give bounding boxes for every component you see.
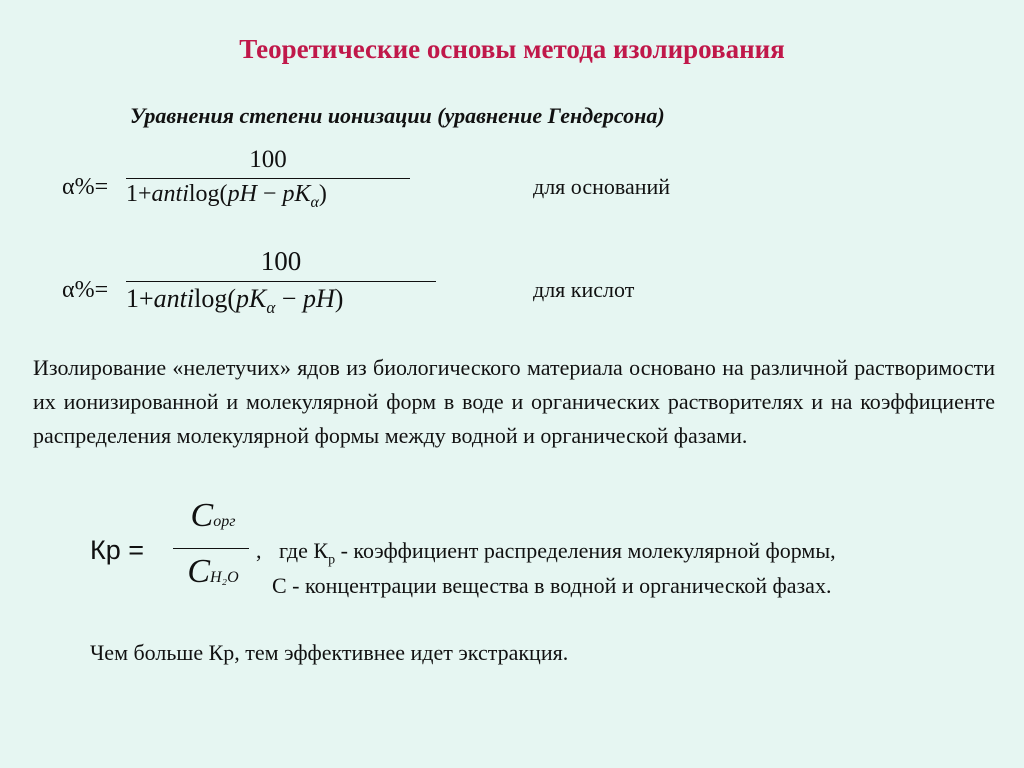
- formula-bases-ph: pH: [227, 181, 257, 207]
- kp-lhs: Кр =: [90, 535, 145, 565]
- formula-acids-fraction-bar: [126, 281, 436, 282]
- kp-den-sub: H₂O: [210, 569, 239, 586]
- formula-bases-pk: pK: [282, 181, 311, 207]
- formula-acids-minus: −: [281, 284, 297, 313]
- formula-acids-ph: pH: [302, 284, 335, 313]
- kp-num-c: C: [190, 497, 214, 534]
- formula-acids-close: ): [334, 284, 344, 313]
- conclusion-text: Чем больше Кр, тем эффективнее идет экстракция.: [90, 640, 569, 665]
- body-paragraph: Изолирование «нелетучих» ядов из биологического материала основано на различной растворимости их ионизированной и молекулярной форм в воде и органических растворителях и на коэффициенте распределения молекулярной формы между водной и органической фазами.: [33, 355, 995, 448]
- formula-acids-numerator: 100: [260, 246, 302, 276]
- formula-bases-one-plus: 1+: [126, 181, 152, 207]
- formula-bases-lhs: α%=: [62, 174, 109, 200]
- formula-acids-one-plus: 1+: [126, 284, 154, 313]
- formula-bases-fraction-bar: [126, 178, 410, 179]
- formula-bases-log: log(: [188, 181, 228, 207]
- formula-bases-anti: anti: [151, 181, 189, 207]
- formula-acids-label: для кислот: [533, 277, 635, 302]
- formula-acids-denominator: [126, 284, 436, 318]
- kp-numerator: [173, 497, 253, 535]
- kp-num-sub: орг: [213, 513, 236, 530]
- kp-denominator: [173, 553, 253, 591]
- formula-bases-minus: −: [262, 181, 277, 207]
- kp-where-k: где К: [279, 538, 329, 563]
- formula-bases-fraction: [126, 146, 410, 212]
- formula-bases-close: ): [318, 181, 327, 207]
- formula-acids-pk: pK: [236, 284, 267, 313]
- kp-comma: ,: [256, 538, 262, 563]
- slide-title: Теоретические основы метода изолирования: [239, 34, 785, 64]
- kp-description-line2: С - концентрации вещества в водной и органической фазах.: [272, 573, 832, 598]
- formula-bases-pk-sub: α: [310, 193, 319, 211]
- formula-bases-numerator: 100: [249, 146, 287, 173]
- formula-acids-lhs: α%=: [62, 277, 109, 303]
- formula-acids-log: log(: [194, 284, 237, 313]
- slide-subtitle: Уравнения степени ионизации (уравнение Гендерсона): [130, 103, 665, 128]
- formula-bases-denominator: [126, 181, 410, 212]
- formula-acids-fraction: [126, 246, 436, 318]
- kp-where-k-sub: р: [328, 552, 336, 568]
- kp-den-c: C: [187, 553, 210, 590]
- formula-acids-pk-sub: α: [266, 298, 276, 318]
- formula-bases-label: для оснований: [533, 174, 671, 199]
- kp-description-line1: [256, 538, 836, 568]
- kp-definition: - коэффициент распределения молекулярной формы,: [335, 538, 836, 563]
- kp-fraction-bar: [173, 548, 249, 549]
- formula-acids-anti: anti: [153, 284, 195, 313]
